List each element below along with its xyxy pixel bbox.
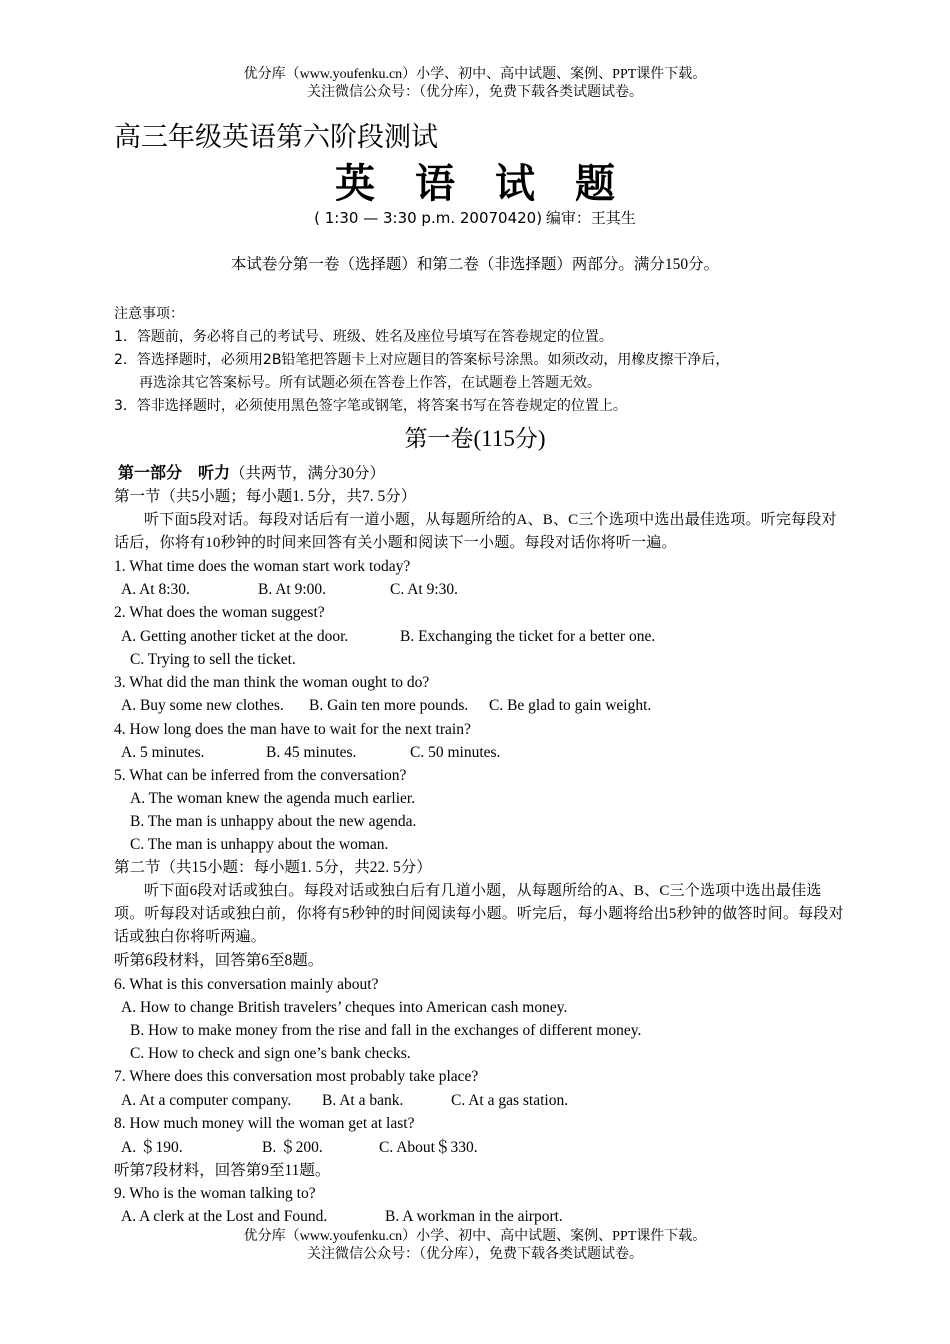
q5-stem: 5. What can be inferred from the conversation? [114, 767, 407, 784]
section2-instructions: 听下面6段对话或独白。每段对话或独白后有几道小题，从每题所给的A、B、C三个选项中选出最佳选项。听每段对话或独白前，你将有5秒钟的时间阅读每小题。听完后，每小题将给出5秒钟的做答时间。每段对话或独白你将听两遍。 [114, 883, 844, 945]
q9-option-b: B. A workman in the airport. [385, 1208, 563, 1225]
page-footer [0, 1228, 950, 1264]
notes-item-2: 2．答选择题时，必须用2B铅笔把答题卡上对应题目的答案标号涂黑。如须改动，用橡皮擦干净后， [114, 352, 730, 368]
exam-time-info [0, 208, 950, 229]
q1-option-a: A. At 8:30. [121, 581, 190, 598]
section1-title: 第一节（共5小题；每小题1. 5分，共7. 5分） [114, 488, 417, 505]
q3-options [121, 696, 651, 716]
footer-line-1: 优分库（www.youfenku.cn）小学、初中、高中试题、案例、PPT课件下载。 [243, 1229, 707, 1244]
time-info: ( 1:30 — 3:30 p.m. 20070420) [314, 209, 543, 227]
exam-intro: 本试卷分第一卷（选择题）和第二卷（非选择题）两部分。满分150分。 [230, 256, 720, 273]
q3-stem: 3. What did the man think the woman ought to do? [114, 674, 430, 691]
material-6-note: 听第6段材料，回答第6至8题。 [114, 952, 324, 969]
part1-heading [118, 463, 385, 484]
q1-option-b: B. At 9:00. [258, 581, 327, 598]
part1-note: （共两节，满分30分） [230, 465, 386, 482]
q9-options [121, 1207, 563, 1227]
q7-option-b: B. At a bank. [322, 1092, 404, 1109]
q4-options [121, 743, 500, 763]
q3-option-a: A. Buy some new clothes. [121, 697, 284, 714]
q3-option-b: B. Gain ten more pounds. [309, 697, 469, 714]
page-header [0, 66, 950, 102]
q5-option-b: B. The man is unhappy about the new agenda. [130, 813, 417, 830]
q9-option-a: A. A clerk at the Lost and Found. [121, 1208, 328, 1225]
q1-options [121, 580, 458, 600]
q5-option-a: A. The woman knew the agenda much earlier. [130, 790, 416, 807]
q4-option-b: B. 45 minutes. [266, 744, 357, 761]
footer-line-2: 关注微信公众号：（优分库），免费下载各类试题试卷。 [307, 1247, 643, 1262]
q8-option-b: B. ＄200. [262, 1139, 323, 1156]
q4-stem: 4. How long does the man have to wait for the next train? [114, 721, 471, 738]
q4-option-c: C. 50 minutes. [410, 744, 501, 761]
q6-stem: 6. What is this conversation mainly about? [114, 976, 379, 993]
q2-option-b: B. Exchanging the ticket for a better one. [400, 628, 656, 645]
q2-stem: 2. What does the woman suggest? [114, 604, 325, 621]
q4-option-a: A. 5 minutes. [121, 744, 205, 761]
q7-stem: 7. Where does this conversation most probably take place? [114, 1068, 479, 1085]
part1-label: 第一部分 听力 [118, 463, 231, 482]
q8-stem: 8. How much money will the woman get at last? [114, 1115, 415, 1132]
q6-option-a: A. How to change British travelers’ cheques into American cash money. [121, 999, 568, 1016]
notes-item-2-cont: 再选涂其它答案标号。所有试题必须在答卷上作答，在试题卷上答题无效。 [139, 375, 601, 391]
section2-title: 第二节（共15小题：每小题1. 5分，共22. 5分） [114, 859, 432, 876]
notes-heading: 注意事项： [114, 306, 184, 322]
q3-option-c: C. Be glad to gain weight. [489, 697, 652, 714]
q7-options [121, 1091, 568, 1111]
q8-options [121, 1138, 478, 1158]
material-7-note: 听第7段材料，回答第9至11题。 [114, 1162, 331, 1179]
main-title: 英 语 试 题 [335, 161, 615, 207]
q6-option-c: C. How to check and sign one’s bank checks. [130, 1045, 411, 1062]
notes-item-1: 1．答题前，务必将自己的考试号、班级、姓名及座位号填写在答卷规定的位置。 [114, 329, 613, 345]
q9-stem: 9. Who is the woman talking to? [114, 1185, 316, 1202]
q6-option-b: B. How to make money from the rise and fall in the exchanges of different money. [130, 1022, 642, 1039]
q7-option-a: A. At a computer company. [121, 1092, 292, 1109]
q7-option-c: C. At a gas station. [451, 1092, 569, 1109]
q2-options [121, 627, 655, 647]
q2-option-a: A. Getting another ticket at the door. [121, 628, 349, 645]
q1-stem: 1. What time does the woman start work today? [114, 558, 411, 575]
q1-option-c: C. At 9:30. [390, 581, 459, 598]
header-line-2: 关注微信公众号：（优分库），免费下载各类试题试卷。 [307, 85, 643, 100]
q8-option-a: A. ＄190. [121, 1139, 183, 1156]
notes-item-3: 3．答非选择题时，必须使用黑色签字笔或钢笔，将答案书写在答卷规定的位置上。 [114, 398, 627, 414]
volume-title: 第一卷(115分) [404, 426, 546, 451]
header-line-1: 优分库（www.youfenku.cn）小学、初中、高中试题、案例、PPT课件下载。 [243, 67, 707, 82]
editor-credit: 编审：王其生 [545, 211, 636, 227]
q2-option-c: C. Trying to sell the ticket. [130, 651, 296, 668]
q8-option-c: C. About＄330. [379, 1139, 478, 1156]
grade-title: 高三年级英语第六阶段测试 [114, 122, 438, 152]
section1-instructions: 听下面5段对话。每段对话后有一道小题，从每题所给的A、B、C三个选项中选出最佳选项。听完每段对话后，你将有10秒钟的时间来回答有关小题和阅读下一小题。每段对话你将听一遍。 [114, 512, 837, 551]
q5-option-c: C. The man is unhappy about the woman. [130, 836, 389, 853]
